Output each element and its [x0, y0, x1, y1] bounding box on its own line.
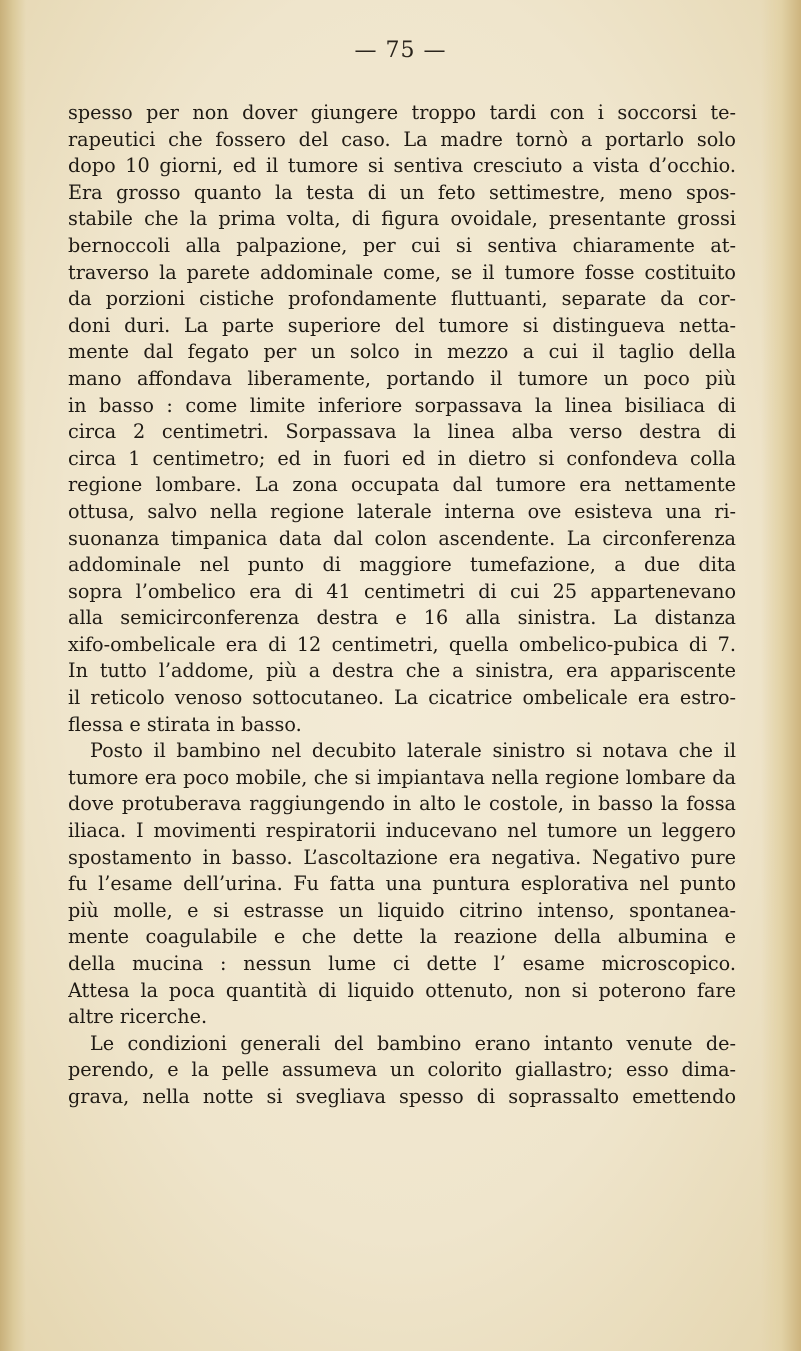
text-line: in basso : come limite inferiore sorpassava la linea bisiliaca di: [68, 393, 736, 417]
text-line: mano affondava liberamente, portando il tumore un poco più: [68, 366, 736, 390]
text-line: Le condizioni generali del bambino erano intanto venute de-: [90, 1031, 736, 1055]
text-line: più molle, e si estrasse un liquido citrino intenso, spontanea-: [68, 898, 736, 922]
text-line: xifo-ombelicale era di 12 centimetri, quella ombelico-pubica di 7.: [68, 632, 736, 656]
text-line: bernoccoli alla palpazione, per cui si sentiva chiaramente at-: [68, 233, 736, 257]
text-line: da porzioni cistiche profondamente fluttuanti, separate da cor-: [68, 287, 736, 311]
text-line: della mucina : nessun lume ci dette l’ esame microscopico.: [68, 952, 736, 975]
text-line: dove protuberava raggiungendo in alto le costole, in basso la fossa: [68, 792, 736, 816]
text-line: spesso per non dover giungere troppo tardi con i soccorsi te-: [68, 101, 736, 124]
text-line: circa 1 centimetro; ed in fuori ed in dietro si confondeva colla: [68, 446, 736, 470]
text-line: alla semicirconferenza destra e 16 alla sinistra. La distanza: [68, 606, 736, 630]
text-line: iliaca. I movimenti respiratorii inducevano nel tumore un leggero: [68, 819, 736, 843]
text-line: sopra l’ombelico era di 41 centimetri di cui 25 appartenevano: [68, 579, 736, 603]
text-line: doni duri. La parte superiore del tumore si distingueva netta-: [68, 313, 736, 337]
text-line: addominale nel punto di maggiore tumefazione, a due dita: [68, 553, 736, 577]
text-line: flessa e stirata in basso.: [68, 712, 302, 736]
text-line: Era grosso quanto la testa di un feto settimestre, meno spos-: [68, 180, 736, 204]
text-line: dopo 10 giorni, ed il tumore si sentiva cresciuto a vista d’occhio.: [68, 154, 736, 178]
text-line: circa 2 centimetri. Sorpassava la linea alba verso destra di: [68, 420, 736, 444]
text-line: mente coagulabile e che dette la reazione della albumina e: [68, 925, 736, 949]
text-line: tumore era poco mobile, che si impiantava nella regione lombare da: [68, 765, 736, 789]
text-line: suonanza timpanica data dal colon ascendente. La circonferenza: [68, 526, 736, 550]
text-line: In tutto l’addome, più a destra che a sinistra, era appariscente: [68, 659, 736, 683]
text-line: traverso la parete addominale come, se il tumore fosse costituito: [68, 260, 736, 284]
text-line: spostamento in basso. L’ascoltazione era negativa. Negativo pure: [68, 845, 736, 869]
text-line: mente dal fegato per un solco in mezzo a cui il taglio della: [68, 340, 736, 364]
text-line: altre ricerche.: [68, 1005, 208, 1029]
page-number: — 75 —: [354, 38, 447, 63]
text-line: rapeutici che fossero del caso. La madre tornò a portarlo solo: [68, 127, 736, 151]
text-line: ottusa, salvo nella regione laterale interna ove esisteva una ri-: [68, 499, 736, 523]
text-line: grava, nella notte si svegliava spesso di soprassalto emettendo: [68, 1084, 736, 1108]
text-line: perendo, e la pelle assumeva un colorito giallastro; esso dima-: [68, 1058, 736, 1082]
text-line: Attesa la poca quantità di liquido ottenuto, non si poterono fare: [68, 978, 736, 1002]
page-edge-right: [761, 0, 801, 1351]
page-edge-left: [0, 0, 26, 1351]
body-text: [68, 100, 736, 1111]
text-line: il reticolo venoso sottocutaneo. La cicatrice ombelicale era estro-: [68, 686, 736, 710]
text-line: Posto il bambino nel decubito laterale sinistro si notava che il: [90, 739, 736, 763]
text-line: stabile che la prima volta, di figura ovoidale, presentante grossi: [68, 207, 736, 231]
text-line: regione lombare. La zona occupata dal tumore era nettamente: [68, 473, 736, 497]
text-line: fu l’esame dell’urina. Fu fatta una puntura esplorativa nel punto: [68, 872, 736, 896]
